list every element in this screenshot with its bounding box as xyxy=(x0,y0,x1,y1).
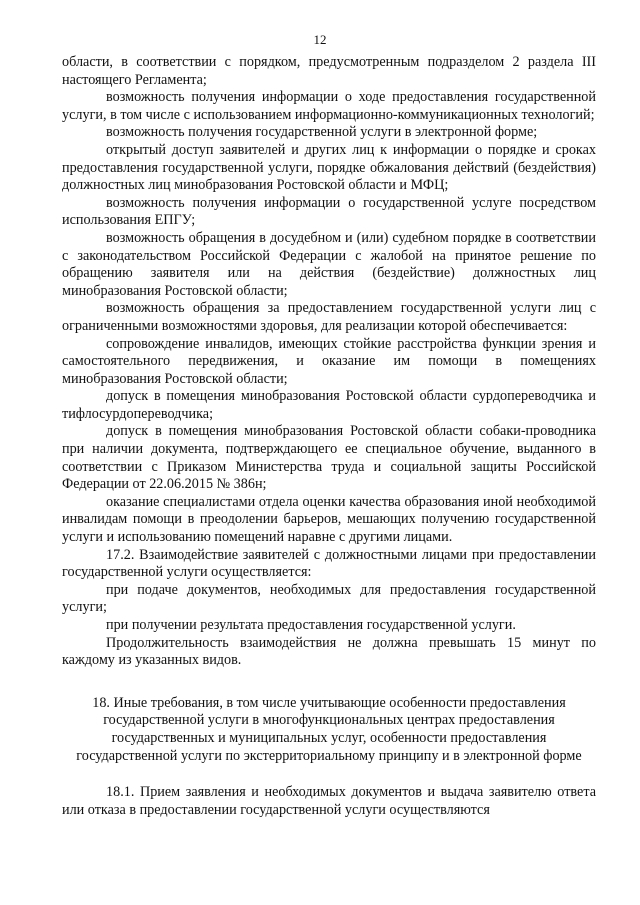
paragraph: возможность получения информации о ходе предоставления государственной услуги, в том числе с использованием информационно-коммуникационных технологий; xyxy=(62,89,596,123)
paragraph: 18.1. Прием заявления и необходимых документов и выдача заявителю ответа или отказа в предоставлении государственной услуги осуществляются xyxy=(62,784,596,818)
paragraph: при получении результата предоставления государственной услуги. xyxy=(106,617,516,633)
paragraph-list xyxy=(62,54,596,670)
paragraph: сопровождение инвалидов, имеющих стойкие расстройства функции зрения и самостоятельного передвижения, и оказание им помощи в помещениях минобразования Ростовской области; xyxy=(62,335,596,387)
paragraph: возможность получения государственной услуги в электронной форме; xyxy=(106,124,538,141)
paragraph: возможность обращения за предоставлением государственной услуги лиц с ограниченными возможностями здоровья, для реализации которой обеспечивается: xyxy=(62,300,596,334)
paragraph: области, в соответствии с порядком, предусмотренным подразделом 2 раздела III настоящего Регламента; xyxy=(62,54,596,88)
paragraph: Продолжительность взаимодействия не должна превышать 15 минут по каждому из указанных видов. xyxy=(62,634,596,669)
paragraph: возможность получения информации о государственной услуге посредством использования ЕПГУ; xyxy=(62,194,596,229)
paragraph: при подаче документов, необходимых для предоставления государственной услуги; xyxy=(62,581,596,616)
paragraph: допуск в помещения минобразования Ростовской области собаки-проводника при наличии документа, подтверждающего ее специальное обучение, выданного в соответствии с Приказом Министерства труда и социальной защиты Российской Федерации от 22.06.2015 № 386н; xyxy=(62,423,596,493)
paragraph: допуск в помещения минобразования Ростовской области сурдопереводчика и тифлосурдопереводчика; xyxy=(62,388,596,422)
document-body xyxy=(62,54,596,819)
paragraph: оказание специалистами отдела оценки качества образования иной необходимой инвалидам помощи в преодолении барьеров, мешающих получению государственной услуги и использованию помещений наравне с другими лицами. xyxy=(62,493,596,546)
paragraph: возможность обращения в досудебном и (или) судебном порядке в соответствии с законодательством Российской Федерации с жалобой на принятое решение по обращению заявителя или на действия (бездействие) должностных лиц минобразования Ростовской области; xyxy=(62,229,596,299)
paragraph: открытый доступ заявителей и других лиц к информации о порядке и сроках предоставления государственной услуги, порядке обжалования действий (бездействия) должностных лиц минобразования Ростовской области и МФЦ; xyxy=(62,141,596,194)
page-number: 12 xyxy=(313,32,327,47)
section-heading: 18. Иные требования, в том числе учитывающие особенности предоставления государственной услуги в многофункциональных центрах предоставления государственных и муниципальных услуг, особенности предоставления государственной услуги по экстерриториальному принципу и в электронной форме xyxy=(76,694,582,764)
paragraph: 17.2. Взаимодействие заявителей с должностными лицами при предоставлении государственной услуги осуществляется: xyxy=(62,546,596,581)
